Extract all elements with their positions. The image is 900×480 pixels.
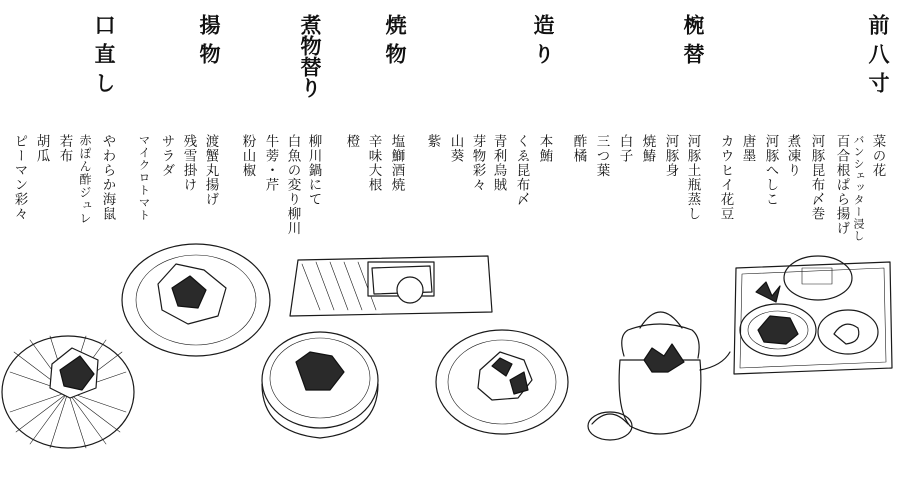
menu-item: やわらか海鼠 — [99, 134, 116, 221]
menu-item: 残雪掛け — [180, 134, 197, 192]
menu-item: 白子 — [616, 134, 633, 163]
menu-item: 山葵 — [447, 134, 464, 163]
menu-item: 赤ぽん酢ジュレ — [78, 134, 92, 225]
menu-item: くゑ昆布〆 — [513, 134, 530, 207]
menu-item: 三つ葉 — [593, 134, 610, 178]
course-title-agemono: 揚物 — [197, 14, 222, 72]
menu-item: サラダ — [158, 134, 175, 178]
course-title-kuchinaoshi: 口直し — [92, 14, 117, 101]
menu-item: 芽物彩々 — [469, 134, 486, 192]
menu-item: 白魚の変り柳川 — [284, 134, 301, 236]
course-title-yakimono: 焼物 — [383, 14, 408, 72]
menu-item: 柳川鍋にて — [305, 134, 322, 207]
menu-item: 河豚身 — [662, 134, 679, 178]
menu-item: 辛味大根 — [365, 134, 382, 192]
menu-item: マイクロトマト — [137, 134, 152, 222]
menu-item: 菜の花 — [869, 134, 886, 178]
menu-item: 塩鰤酒焼 — [388, 134, 405, 192]
woven-bowl-illustration — [2, 336, 134, 448]
menu-item: 橙 — [343, 134, 360, 149]
menu-item: 青利烏賊 — [490, 134, 507, 192]
menu-item: 胡瓜 — [33, 134, 50, 163]
menu-item: カウヒイ花豆 — [717, 134, 734, 221]
course-title-nimonogawari: 煮物替り — [298, 14, 323, 98]
fried-crab-plate-illustration — [122, 244, 270, 356]
tray-illustration — [734, 256, 892, 374]
menu-item: 唐墨 — [739, 134, 756, 163]
menu-item: 牛蒡・芹 — [262, 134, 279, 192]
menu-item: 本鮪 — [536, 134, 553, 163]
menu-item: 酢橘 — [570, 134, 587, 163]
menu-item: 河豚へしこ — [762, 134, 779, 207]
menu-item: 河豚昆布〆巻 — [808, 134, 825, 221]
nabe-pot-illustration — [262, 332, 378, 438]
menu-item: 河豚土瓶蒸し — [684, 134, 701, 221]
menu-item: 紫 — [424, 134, 441, 149]
dobin-teapot-illustration — [588, 312, 730, 440]
menu-item: 若布 — [56, 134, 73, 163]
menu-item: 煮凍り — [784, 134, 801, 178]
sashimi-plate-illustration — [436, 330, 568, 434]
course-title-tsukuri: 造り — [531, 14, 556, 72]
menu-item: 渡蟹丸揚げ — [202, 134, 219, 207]
course-title-zenhassun: 前八寸 — [866, 14, 891, 101]
grill-plate-illustration — [290, 256, 492, 316]
menu-item: 百合根ぱら揚げ — [833, 134, 850, 236]
menu-item: 焼鰆 — [639, 134, 656, 163]
menu-item: ピーマン彩々 — [11, 134, 28, 221]
course-title-wangae: 椀替 — [681, 14, 706, 72]
menu-item: バンシェッター浸し — [852, 134, 865, 242]
menu-item: 粉山椒 — [239, 134, 256, 178]
